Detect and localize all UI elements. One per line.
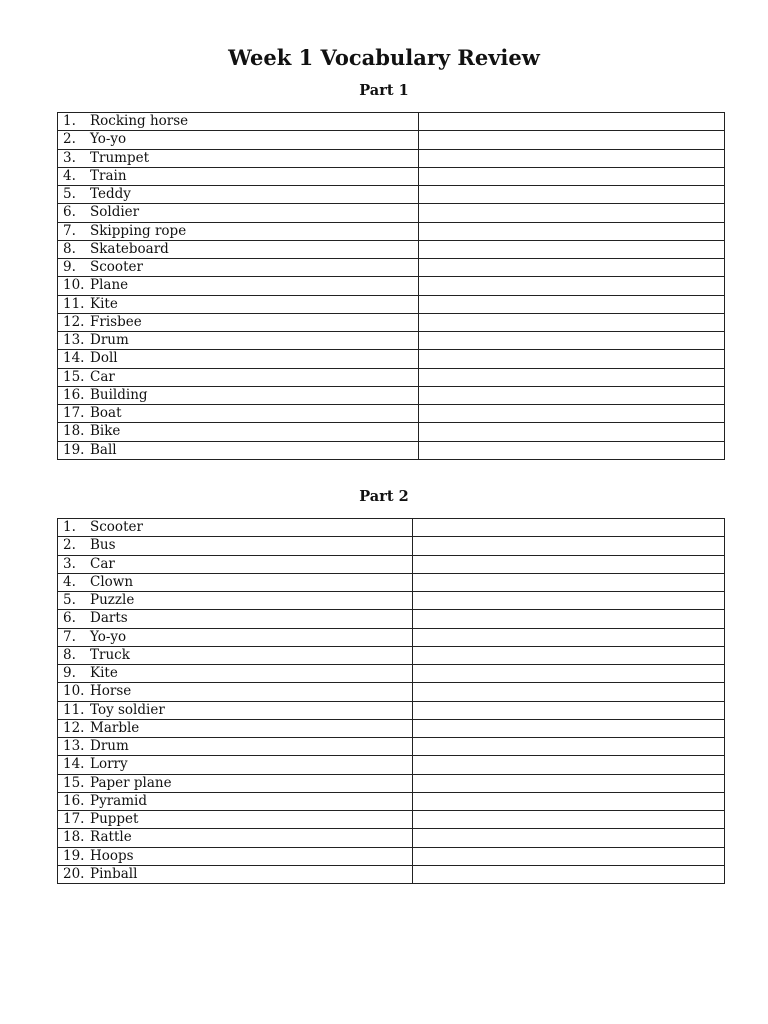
item-number: 3. bbox=[63, 149, 76, 166]
vocab-word-cell bbox=[58, 277, 419, 295]
vocab-word-cell bbox=[58, 295, 419, 313]
item-number: 18. bbox=[63, 829, 85, 846]
answer-cell[interactable] bbox=[413, 719, 725, 737]
item-number: 16. bbox=[63, 386, 85, 403]
answer-cell[interactable] bbox=[413, 792, 725, 810]
table-row bbox=[58, 829, 725, 847]
item-number: 1. bbox=[63, 113, 76, 130]
item-number: 15. bbox=[63, 368, 85, 385]
item-number: 10. bbox=[63, 277, 85, 294]
answer-cell[interactable] bbox=[413, 537, 725, 555]
item-number: 7. bbox=[63, 222, 76, 239]
answer-cell[interactable] bbox=[413, 774, 725, 792]
table-row bbox=[58, 149, 725, 167]
table-row bbox=[58, 792, 725, 810]
item-number: 11. bbox=[63, 701, 85, 718]
item-number: 6. bbox=[63, 204, 76, 221]
table-row bbox=[58, 665, 725, 683]
answer-cell[interactable] bbox=[413, 573, 725, 591]
vocab-word: Plane bbox=[90, 277, 129, 294]
vocab-word-cell bbox=[58, 537, 413, 555]
vocab-word-cell bbox=[58, 592, 413, 610]
vocab-word-cell bbox=[58, 131, 419, 149]
vocab-word-cell bbox=[58, 811, 413, 829]
item-number: 5. bbox=[63, 186, 76, 203]
vocab-word-cell bbox=[58, 738, 413, 756]
item-number: 13. bbox=[63, 738, 85, 755]
vocab-word: Car bbox=[90, 368, 115, 385]
item-number: 17. bbox=[63, 811, 85, 828]
item-number: 7. bbox=[63, 628, 76, 645]
table-row bbox=[58, 405, 725, 423]
vocab-word: Soldier bbox=[90, 204, 140, 221]
table-row bbox=[58, 113, 725, 131]
table-row bbox=[58, 774, 725, 792]
answer-cell[interactable] bbox=[413, 628, 725, 646]
table-row bbox=[58, 186, 725, 204]
table-row bbox=[58, 592, 725, 610]
table-row bbox=[58, 313, 725, 331]
table-row bbox=[58, 332, 725, 350]
vocab-word: Doll bbox=[90, 350, 118, 367]
answer-cell[interactable] bbox=[419, 295, 725, 313]
item-number: 19. bbox=[63, 441, 85, 458]
vocab-word: Pinball bbox=[90, 865, 138, 882]
vocab-word-cell bbox=[58, 386, 419, 404]
vocab-word: Puzzle bbox=[90, 592, 135, 609]
vocab-word: Boat bbox=[90, 405, 122, 422]
table-row bbox=[58, 519, 725, 537]
table-row bbox=[58, 646, 725, 664]
vocab-word: Rattle bbox=[90, 829, 132, 846]
table-row bbox=[58, 573, 725, 591]
vocab-word: Hoops bbox=[90, 847, 134, 864]
table-row bbox=[58, 167, 725, 185]
vocab-word: Marble bbox=[90, 719, 140, 736]
table-row bbox=[58, 628, 725, 646]
table-row bbox=[58, 811, 725, 829]
vocab-word: Skateboard bbox=[90, 240, 169, 257]
table-row bbox=[58, 131, 725, 149]
item-number: 12. bbox=[63, 719, 85, 736]
answer-cell[interactable] bbox=[419, 350, 725, 368]
table-row bbox=[58, 738, 725, 756]
vocab-word: Yo-yo bbox=[90, 131, 127, 148]
vocab-word: Kite bbox=[90, 295, 118, 312]
table-row bbox=[58, 756, 725, 774]
vocab-word: Frisbee bbox=[90, 313, 142, 330]
vocab-word: Bike bbox=[90, 423, 121, 440]
answer-cell[interactable] bbox=[413, 756, 725, 774]
answer-cell[interactable] bbox=[413, 738, 725, 756]
answer-cell[interactable] bbox=[413, 865, 725, 883]
vocab-word-cell bbox=[58, 222, 419, 240]
vocab-word-cell bbox=[58, 865, 413, 883]
item-number: 3. bbox=[63, 555, 76, 572]
vocab-word: Horse bbox=[90, 683, 132, 700]
part2-heading: Part 2 bbox=[359, 488, 409, 505]
answer-cell[interactable] bbox=[419, 405, 725, 423]
answer-cell[interactable] bbox=[419, 113, 725, 131]
vocab-word: Truck bbox=[90, 646, 130, 663]
table-row bbox=[58, 204, 725, 222]
vocab-word: Pyramid bbox=[90, 792, 147, 809]
vocab-word: Clown bbox=[90, 573, 134, 590]
vocab-word-cell bbox=[58, 313, 419, 331]
vocab-word: Toy soldier bbox=[90, 701, 165, 718]
vocab-word-cell bbox=[58, 405, 419, 423]
vocab-word: Rocking horse bbox=[90, 113, 189, 130]
answer-cell[interactable] bbox=[419, 222, 725, 240]
part2-vocab-table bbox=[57, 518, 725, 884]
vocab-word: Drum bbox=[90, 332, 129, 349]
vocab-word: Puppet bbox=[90, 811, 139, 828]
table-row bbox=[58, 222, 725, 240]
answer-cell[interactable] bbox=[419, 332, 725, 350]
table-row bbox=[58, 441, 725, 459]
table-row bbox=[58, 683, 725, 701]
vocab-word: Car bbox=[90, 555, 115, 572]
vocab-word: Scooter bbox=[90, 519, 143, 536]
answer-cell[interactable] bbox=[419, 277, 725, 295]
answer-cell[interactable] bbox=[413, 665, 725, 683]
item-number: 16. bbox=[63, 792, 85, 809]
answer-cell[interactable] bbox=[413, 646, 725, 664]
answer-cell[interactable] bbox=[419, 167, 725, 185]
vocab-word-cell bbox=[58, 368, 419, 386]
vocab-word: Train bbox=[90, 167, 127, 184]
table-row bbox=[58, 537, 725, 555]
item-number: 19. bbox=[63, 847, 85, 864]
vocab-word-cell bbox=[58, 701, 413, 719]
item-number: 8. bbox=[63, 240, 76, 257]
vocab-word-cell bbox=[58, 204, 419, 222]
vocab-word-cell bbox=[58, 167, 419, 185]
vocab-word-cell bbox=[58, 423, 419, 441]
page-title: Week 1 Vocabulary Review bbox=[228, 45, 540, 70]
vocab-word-cell bbox=[58, 350, 419, 368]
answer-cell[interactable] bbox=[419, 204, 725, 222]
vocab-word-cell bbox=[58, 610, 413, 628]
vocab-word-cell bbox=[58, 792, 413, 810]
item-number: 1. bbox=[63, 519, 76, 536]
answer-cell[interactable] bbox=[419, 259, 725, 277]
answer-cell[interactable] bbox=[419, 313, 725, 331]
table-row bbox=[58, 555, 725, 573]
table-row bbox=[58, 701, 725, 719]
vocab-word: Teddy bbox=[90, 186, 131, 203]
vocab-word: Darts bbox=[90, 610, 128, 627]
vocab-word: Lorry bbox=[90, 756, 128, 773]
table-row bbox=[58, 423, 725, 441]
vocab-word-cell bbox=[58, 829, 413, 847]
item-number: 15. bbox=[63, 774, 85, 791]
vocab-word-cell bbox=[58, 719, 413, 737]
vocab-word: Kite bbox=[90, 665, 118, 682]
answer-cell[interactable] bbox=[419, 186, 725, 204]
vocab-word-cell bbox=[58, 573, 413, 591]
item-number: 9. bbox=[63, 665, 76, 682]
answer-cell[interactable] bbox=[413, 811, 725, 829]
item-number: 9. bbox=[63, 259, 76, 276]
item-number: 11. bbox=[63, 295, 85, 312]
table-row bbox=[58, 277, 725, 295]
vocab-word: Drum bbox=[90, 738, 129, 755]
answer-cell[interactable] bbox=[419, 386, 725, 404]
answer-cell[interactable] bbox=[413, 683, 725, 701]
table-row bbox=[58, 865, 725, 883]
item-number: 6. bbox=[63, 610, 76, 627]
item-number: 8. bbox=[63, 646, 76, 663]
item-number: 14. bbox=[63, 756, 85, 773]
vocab-word-cell bbox=[58, 756, 413, 774]
answer-cell[interactable] bbox=[413, 829, 725, 847]
vocab-word-cell bbox=[58, 847, 413, 865]
answer-cell[interactable] bbox=[419, 441, 725, 459]
answer-cell[interactable] bbox=[419, 368, 725, 386]
answer-cell[interactable] bbox=[413, 610, 725, 628]
item-number: 2. bbox=[63, 131, 76, 148]
item-number: 14. bbox=[63, 350, 85, 367]
vocab-word-cell bbox=[58, 683, 413, 701]
vocab-word: Trumpet bbox=[90, 149, 150, 166]
item-number: 2. bbox=[63, 537, 76, 554]
answer-cell[interactable] bbox=[413, 592, 725, 610]
item-number: 20. bbox=[63, 865, 85, 882]
vocab-word: Ball bbox=[90, 441, 117, 458]
item-number: 4. bbox=[63, 573, 76, 590]
vocab-word: Building bbox=[90, 386, 148, 403]
item-number: 5. bbox=[63, 592, 76, 609]
table-row bbox=[58, 240, 725, 258]
item-number: 4. bbox=[63, 167, 76, 184]
answer-cell[interactable] bbox=[413, 555, 725, 573]
vocab-word-cell bbox=[58, 555, 413, 573]
table-row bbox=[58, 719, 725, 737]
table-row bbox=[58, 295, 725, 313]
table-row bbox=[58, 847, 725, 865]
item-number: 12. bbox=[63, 313, 85, 330]
vocab-word: Yo-yo bbox=[90, 628, 127, 645]
vocab-word-cell bbox=[58, 240, 419, 258]
vocab-word-cell bbox=[58, 441, 419, 459]
table-row bbox=[58, 350, 725, 368]
vocab-word: Skipping rope bbox=[90, 222, 187, 239]
vocab-word-cell bbox=[58, 332, 419, 350]
table-row bbox=[58, 368, 725, 386]
answer-cell[interactable] bbox=[419, 240, 725, 258]
item-number: 17. bbox=[63, 405, 85, 422]
item-number: 10. bbox=[63, 683, 85, 700]
vocab-word-cell bbox=[58, 186, 419, 204]
item-number: 13. bbox=[63, 332, 85, 349]
answer-cell[interactable] bbox=[419, 423, 725, 441]
answer-cell[interactable] bbox=[413, 847, 725, 865]
vocab-word-cell bbox=[58, 113, 419, 131]
answer-cell[interactable] bbox=[419, 149, 725, 167]
part1-vocab-table bbox=[57, 112, 725, 460]
vocab-word-cell bbox=[58, 628, 413, 646]
vocab-word-cell bbox=[58, 774, 413, 792]
table-row bbox=[58, 386, 725, 404]
answer-cell[interactable] bbox=[413, 701, 725, 719]
vocab-word-cell bbox=[58, 519, 413, 537]
part1-heading: Part 1 bbox=[359, 82, 409, 99]
item-number: 18. bbox=[63, 423, 85, 440]
vocab-word-cell bbox=[58, 665, 413, 683]
table-row bbox=[58, 610, 725, 628]
answer-cell[interactable] bbox=[413, 519, 725, 537]
vocab-word-cell bbox=[58, 149, 419, 167]
vocab-word: Bus bbox=[90, 537, 116, 554]
answer-cell[interactable] bbox=[419, 131, 725, 149]
vocab-word-cell bbox=[58, 646, 413, 664]
vocab-word-cell bbox=[58, 259, 419, 277]
table-row bbox=[58, 259, 725, 277]
vocab-word: Scooter bbox=[90, 259, 143, 276]
vocab-word: Paper plane bbox=[90, 774, 172, 791]
